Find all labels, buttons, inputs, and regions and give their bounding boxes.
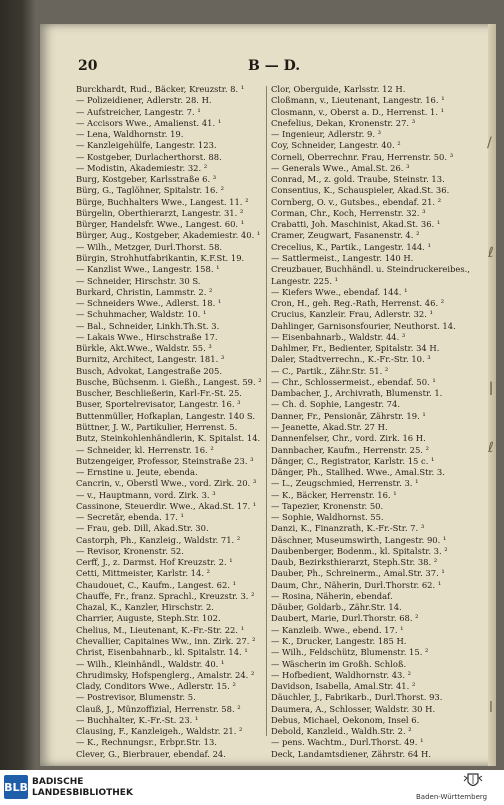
directory-entry: Creuzbauer, Buchhändl. u. Steindruckereibes., [271,264,470,275]
directory-entry: Bürger, Handelsfr. Wwe., Langest. 60. ¹ [76,219,245,230]
directory-entry: — Revisor, Kronenstr. 52. [76,545,184,556]
directory-entry: Büttner, J. W., Partikulier, Herrenst. 5. [76,421,238,432]
directory-entry: Burnitz, Architect, Langestr. 181. ³ [76,354,225,365]
directory-entry: Buscher, Beschließerin, Karl-Fr.-St. 25. [76,388,242,399]
directory-entry: Charrier, Auguste, Steph.Str. 102. [76,613,221,624]
directory-entry: — Accisors Wwe., Amalienst. 41. ¹ [76,117,222,128]
page-header [78,58,488,78]
directory-entry: — C., Partik., Zähr.Str. 51. ² [271,365,389,376]
directory-entry: — Kanzleigehülfe, Langestr. 123. [76,140,217,151]
directory-entry: Dänger, Ph., Stallhed. Wwe., Amal.Str. 3. [271,467,445,478]
footer-bar [0,770,504,805]
directory-entry: — Ch. d. Sophie, Langestr. 74. [271,399,400,410]
directory-entry: — Lakais Wwe., Hirschstraße 17. [76,331,218,342]
directory-entry: — Kanzlist Wwe., Langestr. 158. ¹ [76,264,220,275]
directory-entry: Cetti, Mittmeister, Karlstr. 14. ² [76,568,211,579]
directory-entry: Daler, Stadtverrechn., K.-Fr.-Str. 10. ³ [271,354,431,365]
directory-entry: Bürgin, Strohhutfabrikantin, K.F.St. 19. [76,252,245,263]
directory-entry: Clausing, F., Kanzleigeh., Waldstr. 21. ² [76,726,243,737]
directory-entry: Cramer, Zeugwart, Fasanenstr. 4. ² [271,230,420,241]
directory-entry: Cloßmann, v., Lieutenant, Langestr. 16. ¹ [271,95,445,106]
directory-entry: Cron, H., geh. Reg.-Rath, Herrenst. 46. ² [271,298,445,309]
directory-entry: Buser, Sportelrevisator, Langestr. 16. ³ [76,399,241,410]
directory-entry: — Tapezier, Kronenstr. 50. [271,500,384,511]
directory-entry: — Eisenbahnarb., Waldstr. 44. ³ [271,331,406,342]
margin-mark: / [487,135,492,151]
directory-entry: — Frau, geb. Dill, Akad.Str. 30. [76,523,209,534]
directory-entry: Daubert, Marie, Durl.Thorstr. 68. ² [271,613,419,624]
directory-entry: Butzengeiger, Professor, Steinstraße 23. ³ [76,455,254,466]
directory-entry: Dauber, Ph., Schreinerm., Amal.Str. 37. ¹ [271,568,445,579]
directory-entry: Castorph, Ph., Kanzleig., Waldstr. 71. ² [76,534,241,545]
directory-entry: — Bal., Schneider, Linkh.Th.St. 3. [76,320,220,331]
directory-entry: — Wilh., Feldschütz, Blumenstr. 15. ² [271,647,429,658]
directory-entry: Dahlmer, Fr., Bedienter, Spitalstr. 34 H. [271,343,440,354]
directory-entry: Daum, Chr., Näherin, Durl.Thorstr. 62. ¹ [271,579,442,590]
directory-entry: Chauffe, Fr., franz. Sprachl., Kreuzstr. 3. ² [76,590,255,601]
directory-entry: — Chr., Schlossermeist., ebendaf. 50. ¹ [271,376,436,387]
directory-entry: — Secretär, ebenda. 17. ¹ [76,512,184,523]
directory-entry: Deck, Landamtsdiener, Zährstr. 64 H. [271,748,431,759]
directory-entry: — pens. Wachtm., Durl.Thorst. 49. ¹ [271,737,424,748]
directory-entry: Clor, Oberguide, Karlsstr. 12 H. [271,84,406,94]
margin-mark: ℓ [488,440,494,456]
left-column [76,84,272,760]
directory-entry: — Kiefers Wwe., ebendaf. 144. ¹ [271,286,408,297]
directory-entry: Christ, Eisenbahnarb., kl. Spitalstr. 14. ¹ [76,647,248,658]
directory-entry: — Wäscherin im Großh. Schloß. [271,658,407,669]
directory-entry: Burkard, Christin, Lammstr. 2. ² [76,286,213,297]
directory-entry: Bürkle, Akt.Wwe., Waldstr. 55. ³ [76,343,212,354]
column-divider [266,86,267,736]
directory-entry: — K., Drucker, Langestr. 185 H. [271,636,407,647]
directory-entry: Cassinone, Steuerdir. Wwe., Akad.St. 17. ¹ [76,500,257,511]
directory-entry: — Polizeidiener, Adlerstr. 28. H. [76,95,212,106]
directory-entry: Chelius, M., Lieutenant, K.-Fr.-Str. 22. ¹ [76,624,245,635]
library-name-line2: LANDESBIBLIOTHEK [32,788,133,798]
directory-entry: Corman, Chr., Koch, Herrenstr. 32. ³ [271,207,426,218]
directory-entry: — Sattlermeist., Langestr. 140 H. [271,252,414,263]
directory-entry: Dahlinger, Garnisonsfourier, Neuthorst. 14. [271,320,456,331]
directory-entry: Daumera, A., Schlosser, Waldstr. 30 H. [271,703,436,714]
directory-entry: — Aufstreicher, Langestr. 7. ¹ [76,106,201,117]
directory-entry: Chrudimsky, Hofspenglerg., Amalstr. 24. ² [76,669,255,680]
directory-entry: Davidson, Isabella, Amal.Str. 41. ² [271,681,416,692]
directory-entry: Crucius, Kanzleir. Frau, Adlerstr. 32. ¹ [271,309,433,320]
directory-entry: Däuchler, J., Fabrikarb., Durl.Thorst. 93. [271,692,443,703]
directory-entry: — Generals Wwe., Amal.St. 26. ³ [271,162,410,173]
directory-entry: Chaudouet, C., Kaufm., Langest. 62. ¹ [76,579,236,590]
margin-mark: ℓ [488,245,494,261]
directory-entry: Dannbacher, Kaufm., Herrenstr. 25. ² [271,444,429,455]
directory-entry: — Schuhmacher, Waldstr. 10. ¹ [76,309,207,320]
directory-entry: Dannenfelser, Chr., vord. Zirk. 16 H. [271,433,426,444]
directory-entry: Däschner, Museumswirth, Langestr. 90. ¹ [271,534,447,545]
directory-entry: Butz, Steinkohlenhändlerin, K. Spitalst. 14. [76,433,261,444]
library-name [32,777,133,799]
directory-entry: — Hofbedient, Waldhornstr. 43. ² [271,669,412,680]
directory-entry: Cerff, J., z. Darmst. Hof Kreuzstr. 2. ¹ [76,557,233,568]
region-label: Baden-Württemberg [416,793,488,801]
directory-entry: — Sophie, Waldhornst. 55. [271,512,384,523]
directory-entry: Consentius, K., Schauspieler, Akad.St. 36. [271,185,450,196]
directory-entry: — Kanzleib. Wwe., ebend. 17. ¹ [271,624,404,635]
directory-entry: — Modistin, Akademiestr. 32. ² [76,162,208,173]
directory-entry: Bürger, Aug., Kostgeber, Akademiestr. 40. ¹ [76,230,261,241]
directory-entry: Langestr. 225. ¹ [271,275,339,286]
directory-entry: Cornberg, O. v., Gutsbes., ebendaf. 21. ² [271,196,442,207]
directory-entry: Daub, Bezirksthierarzt, Steph.Str. 38. ² [271,557,438,568]
library-logo[interactable]: BLB [4,775,28,799]
directory-entry: Crabatti, Joh. Maschinist, Akad.St. 36. ¹ [271,219,441,230]
right-column [271,84,483,760]
margin-mark: ǀ [489,380,494,396]
directory-entry: Debold, Kanzleid., Waldh.Str. 2. ² [271,726,412,737]
directory-entry: — Postrevisor, Blumenstr. 5. [76,692,196,703]
directory-entry: Clever, G., Bierbrauer, ebendaf. 24. [76,748,226,759]
directory-entry: — Schneider, kl. Herrenstr. 16. ² [76,444,214,455]
directory-entry: — Wilh., Metzger, Durl.Thorst. 58. [76,241,223,252]
directory-entry: — Ernstine u. Jeute, ebenda. [76,467,198,478]
directory-entry: Danner, Fr., Pensionär, Zährstr. 19. ¹ [271,410,426,421]
directory-entry: — Jeanette, Akad.Str. 27 H. [271,421,388,432]
directory-entry: — Rosina, Näherin, ebendaf. [271,590,393,601]
directory-entry: Bürge, Buchhalters Wwe., Langest. 11. ² [76,196,249,207]
directory-entry: Coy, Schneider, Langestr. 40. ² [271,140,401,151]
directory-entry: Debus, Michael, Oekonom, Insel 6. [271,714,420,725]
directory-entry: Closmann, v., Oberst a. D., Herrenst. 1. ¹ [271,106,445,117]
directory-entry: Burg, Kostgeber, Karlsstraße 6. ³ [76,174,217,185]
directory-entry: Conrad, M., z. gold. Traube, Steinstr. 13. [271,174,445,185]
directory-entry: — K., Rechnungsr., Erbpr.Str. 13. [76,737,217,748]
coat-of-arms-icon [462,772,484,790]
directory-entry: — Schneider, Hirschstr. 30 S. [76,275,201,286]
page-number: 20 [78,58,98,74]
directory-entry: Buttenmüller, Hofkaplan, Langestr. 140 S. [76,410,256,421]
directory-entry: — Kostgeber, Durlacherthorst. 88. [76,151,222,162]
directory-entry: Chevallier, Capitaines Ww., inn. Zirk. 27. ² [76,636,256,647]
directory-entry: Burckhardt, Rud., Bäcker, Kreuzstr. 8. ¹ [76,84,245,94]
directory-entry: Däuber, Goldarb., Zähr.Str. 14. [271,602,402,613]
directory-entry: — K., Bäcker, Herrenstr. 16. ¹ [271,489,397,500]
directory-entry: Clauß, J., Münzoffizial, Herrenstr. 58. ² [76,703,241,714]
directory-entry: Busche, Büchsenm. i. Gießh., Langest. 59. ² [76,376,262,387]
directory-entry: — L., Zeugschmied, Herrenstr. 3. ¹ [271,478,419,489]
directory-entry: Bürg, G., Taglöhner, Spitalstr. 16. ² [76,185,224,196]
directory-entry: — Ingenieur, Adlerstr. 9. ³ [271,129,382,140]
directory-entry: — Wilh., Kleinhändl., Waldstr. 40. ¹ [76,658,225,669]
directory-entry: Chazal, K., Kanzler, Hirschstr. 2. [76,602,214,613]
directory-entry: Dambacher, J., Archivrath, Blumenstr. 1. [271,388,443,399]
directory-entry: Dänger, C., Registrator, Karlstr. 15 c. ¹ [271,455,435,466]
running-head: B — D. [248,58,301,74]
directory-entry: — Schneiders Wwe., Adlerst. 18. ¹ [76,298,222,309]
directory-entry: Daubenberger, Bodenm., kl. Spitalstr. 3. ² [271,545,448,556]
directory-entry: Corneli, Oberrechnr. Frau, Herrenstr. 50. ³ [271,151,454,162]
directory-entry: Danzi, K., Finanzrath, K.-Fr.-Str. 7. ³ [271,523,425,534]
directory-entry: Cancrin, v., Oberstl Wwe., vord. Zirk. 20. ³ [76,478,257,489]
library-name-line1: BADISCHE [32,777,84,787]
directory-entry: — Buchhalter, K.-Fr.-St. 23. ¹ [76,714,199,725]
directory-entry: Busch, Advokat, Langestraße 205. [76,365,222,376]
directory-entry: — v., Hauptmann, vord. Zirk. 3. ³ [76,489,216,500]
directory-entry: Bürgelin, Oberthierarzt, Langestr. 31. ² [76,207,244,218]
directory-entry: — Lena, Waldhornstr. 19. [76,129,184,140]
directory-entry: Cnefelius, Dekan, Kronenstr. 27. ³ [271,117,416,128]
margin-mark: l [489,700,493,716]
directory-entry: Clady, Conditors Wwe., Adlerstr. 15. ² [76,681,236,692]
directory-entry: Crecelius, K., Partik., Langestr. 144. ¹ [271,241,431,252]
